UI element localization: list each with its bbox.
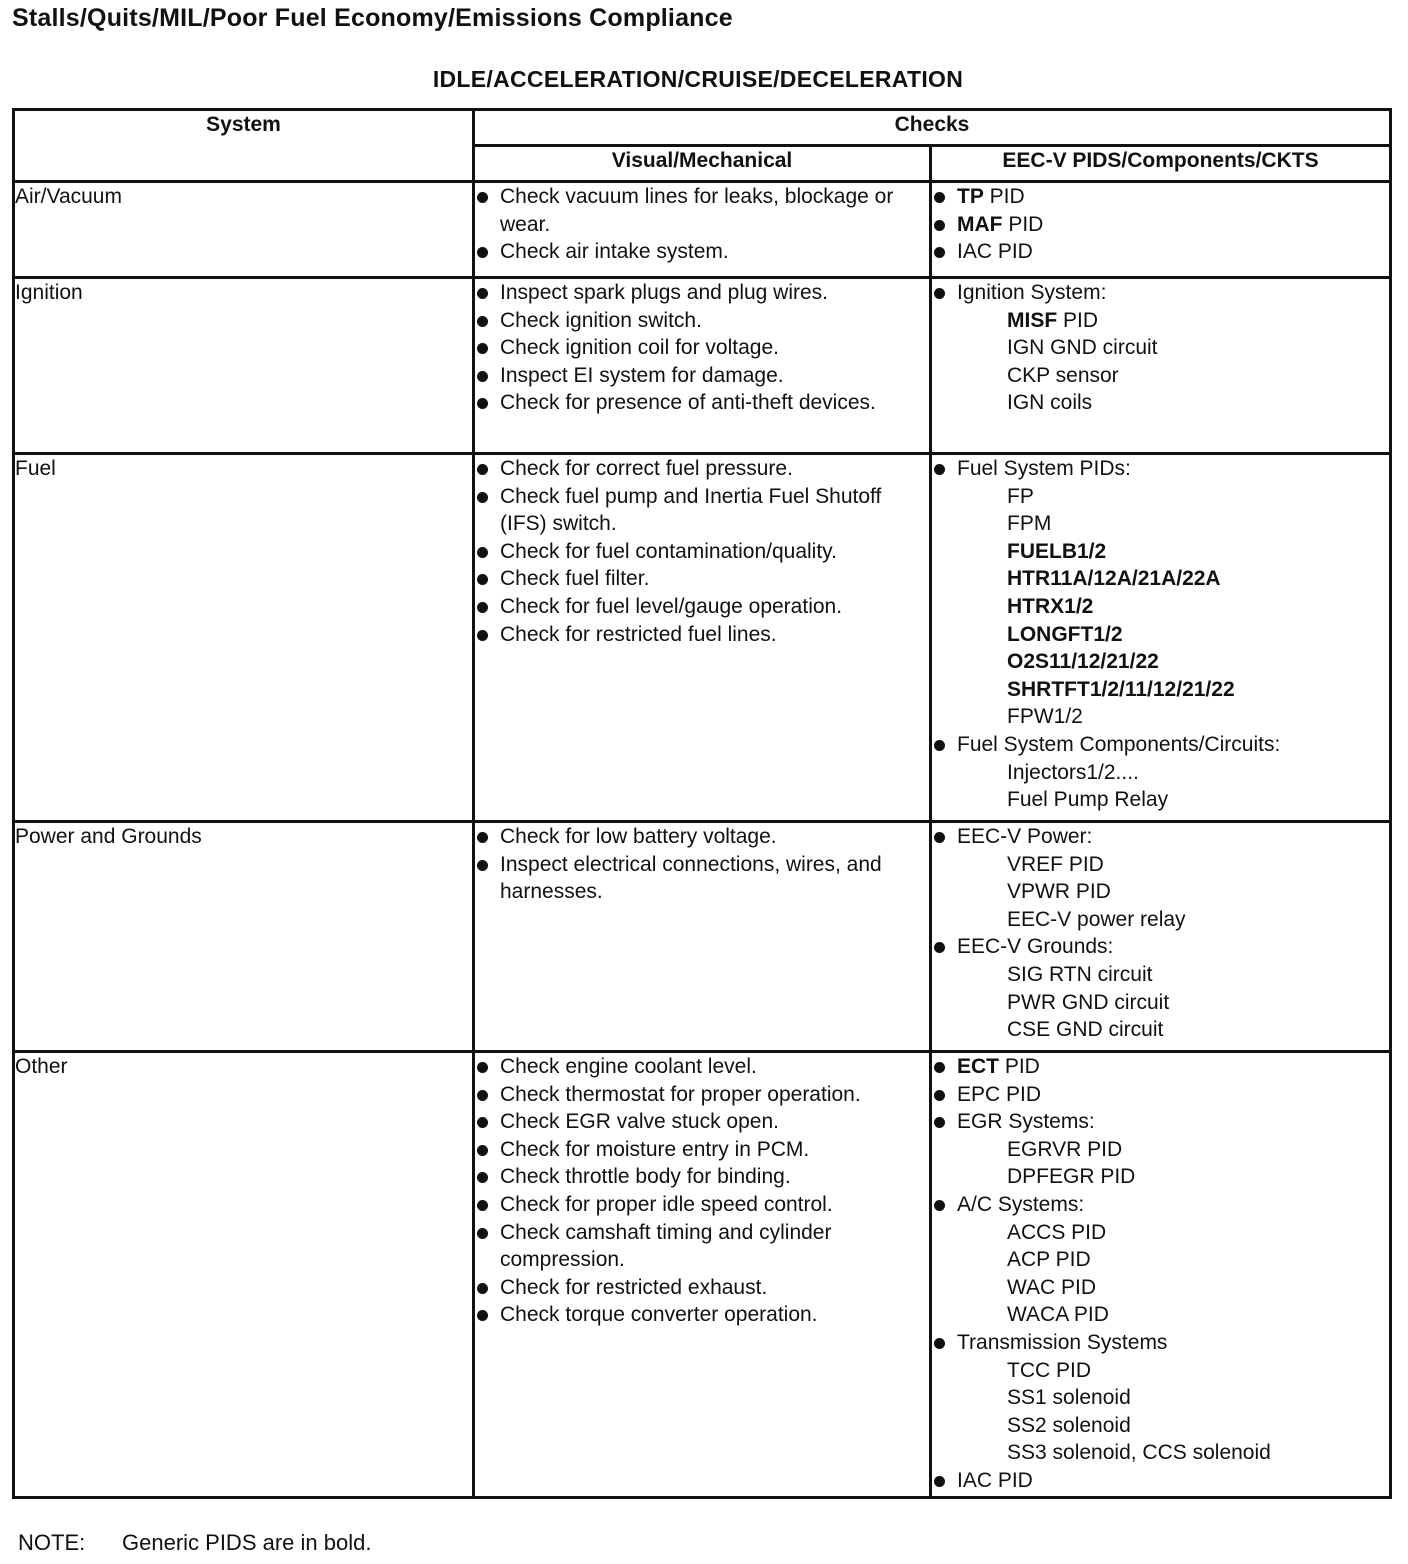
visual-check-item: Check ignition switch.: [475, 307, 929, 335]
eec-checks-cell: [931, 182, 1391, 278]
eec-sub-item: [957, 593, 1389, 621]
system-cell: [14, 822, 474, 1052]
eec-check-item: [932, 1467, 1389, 1495]
visual-check-item: Inspect spark plugs and plug wires.: [475, 279, 929, 307]
eec-group-label: A/C Systems:: [957, 1192, 1085, 1216]
table-row: [14, 822, 1391, 1052]
pid-text: IAC PID: [957, 240, 1033, 264]
pid-name: WAC PID: [1007, 1275, 1097, 1299]
visual-checks-cell: [474, 1052, 931, 1498]
visual-check-item: Check fuel pump and Inertia Fuel Shutoff (IFS) switch.: [475, 483, 929, 538]
eec-sub-item: [957, 648, 1389, 676]
pid-name: SIG RTN circuit: [1007, 962, 1153, 986]
eec-group-label: Fuel System PIDs:: [957, 457, 1131, 480]
eec-sub-item: [957, 878, 1389, 906]
eec-sub-item: [957, 1412, 1389, 1440]
pid-text: PID: [999, 1055, 1040, 1078]
eec-group-label: Transmission Systems: [957, 1330, 1168, 1354]
eec-check-item: [932, 455, 1389, 731]
eec-check-item: [932, 238, 1389, 266]
eec-group-label: EGR Systems:: [957, 1110, 1095, 1134]
pid-name: VREF PID: [1007, 852, 1104, 876]
visual-check-item: Check for moisture entry in PCM.: [475, 1136, 929, 1164]
visual-check-item: Inspect EI system for damage.: [475, 362, 929, 390]
visual-check-item: Check thermostat for proper operation.: [475, 1081, 929, 1109]
visual-check-item: Check air intake system.: [475, 238, 929, 266]
eec-sub-item: [957, 1274, 1389, 1302]
pid-name: FP: [1007, 484, 1034, 508]
visual-check-item: Check ignition coil for voltage.: [475, 334, 929, 362]
eec-sub-item: [957, 851, 1389, 879]
visual-check-item: Check vacuum lines for leaks, blockage or wear.: [475, 183, 929, 238]
eec-check-item: [932, 933, 1389, 1043]
visual-check-item: Check for correct fuel pressure.: [475, 455, 929, 483]
pid-name: Fuel Pump Relay: [1007, 788, 1169, 812]
note-text: Generic PIDS are in bold.: [122, 1530, 372, 1555]
pid-text: PID: [983, 185, 1025, 208]
eec-check-item: [932, 731, 1389, 814]
eec-sub-item: [957, 362, 1389, 390]
eec-sub-item: [957, 1219, 1389, 1247]
table-row: [14, 182, 1391, 278]
pid-name: FPW1/2: [1007, 705, 1083, 729]
note-label: NOTE:: [18, 1530, 86, 1555]
visual-checks-list: [475, 455, 929, 648]
pid-name: CKP sensor: [1007, 363, 1119, 387]
visual-column-header: Visual/Mechanical: [474, 146, 931, 182]
table-body: [14, 182, 1391, 1498]
eec-sub-item: [957, 389, 1389, 417]
eec-sub-item: [957, 1163, 1389, 1191]
eec-checks-list: [932, 1053, 1389, 1495]
eec-check-item: [932, 1081, 1389, 1109]
table-row: [14, 278, 1391, 454]
visual-check-item: Check fuel filter.: [475, 565, 929, 593]
pid-text: EPC PID: [957, 1082, 1042, 1106]
eec-sub-item: [957, 307, 1389, 335]
system-name: Power and Grounds: [15, 825, 202, 848]
pid-text: PID: [1002, 212, 1044, 236]
visual-check-item: Check for restricted exhaust.: [475, 1274, 929, 1302]
eec-sub-item: [957, 1301, 1389, 1329]
eec-checks-cell: [931, 454, 1391, 822]
pid-name: HTR11A/12A/21A/22A: [1007, 567, 1221, 591]
pid-text: IAC PID: [957, 1468, 1033, 1492]
eec-check-item: [932, 1053, 1389, 1081]
visual-checks-list: [475, 823, 929, 906]
eec-sub-item: [957, 676, 1389, 704]
eec-check-item: [932, 279, 1389, 417]
generic-pid-name: TP: [957, 185, 984, 208]
visual-check-item: Check engine coolant level.: [475, 1053, 929, 1081]
system-name: Air/Vacuum: [15, 185, 122, 208]
visual-checks-cell: [474, 182, 931, 278]
eec-sub-item: [957, 703, 1389, 731]
eec-group-label: Fuel System Components/Circuits:: [957, 732, 1281, 756]
visual-checks-cell: [474, 278, 931, 454]
system-cell: [14, 278, 474, 454]
system-cell: [14, 1052, 474, 1498]
pid-name: WACA PID: [1007, 1303, 1109, 1327]
eec-sub-item: [957, 1439, 1389, 1467]
eec-group-label: EEC-V Power:: [957, 825, 1093, 848]
visual-check-item: Check EGR valve stuck open.: [475, 1108, 929, 1136]
pid-name: ACP PID: [1007, 1248, 1091, 1272]
visual-check-item: Check torque converter operation.: [475, 1301, 929, 1329]
eec-checks-list: [932, 823, 1389, 1044]
system-column-header: System: [14, 110, 474, 182]
eec-sub-item: [957, 1246, 1389, 1274]
diagnostic-table: [12, 108, 1392, 1499]
visual-checks-list: [475, 279, 929, 417]
pid-name: CSE GND circuit: [1007, 1018, 1164, 1042]
visual-check-item: Check throttle body for binding.: [475, 1163, 929, 1191]
eec-sub-item: [957, 510, 1389, 538]
eec-check-item: [932, 211, 1389, 239]
visual-check-item: Check for fuel level/gauge operation.: [475, 593, 929, 621]
footnote: [18, 1530, 371, 1556]
eec-sub-item: [957, 1136, 1389, 1164]
pid-name: PWR GND circuit: [1007, 990, 1170, 1014]
eec-checks-cell: [931, 1052, 1391, 1498]
visual-check-item: Check for presence of anti-theft devices.: [475, 389, 929, 417]
eec-check-item: [932, 1191, 1389, 1329]
visual-check-item: Check for fuel contamination/quality.: [475, 538, 929, 566]
eec-checks-list: [932, 279, 1389, 417]
visual-check-item: Check camshaft timing and cylinder compression.: [475, 1219, 929, 1274]
eec-checks-list: [932, 455, 1389, 814]
eec-sub-item: [957, 989, 1389, 1017]
generic-pid-name: MAF: [957, 212, 1003, 236]
pid-name: EEC-V power relay: [1007, 907, 1186, 931]
system-name: Ignition: [15, 281, 83, 304]
pid-name: IGN GND circuit: [1007, 336, 1158, 360]
pid-name: MISF: [1007, 308, 1058, 332]
eec-sub-item: [957, 483, 1389, 511]
pid-name: Injectors1/2....: [1007, 760, 1139, 784]
checks-column-header: Checks: [474, 110, 1391, 146]
eec-sub-item: [957, 906, 1389, 934]
eec-sub-item: [957, 538, 1389, 566]
system-cell: [14, 182, 474, 278]
pid-name: EGRVR PID: [1007, 1137, 1123, 1161]
pid-name: TCC PID: [1007, 1358, 1091, 1382]
pid-name: SS3 solenoid, CCS solenoid: [1007, 1441, 1271, 1465]
eec-check-item: [932, 823, 1389, 933]
visual-checks-list: [475, 1053, 929, 1329]
eec-group-label: Ignition System:: [957, 281, 1107, 304]
table-row: [14, 1052, 1391, 1498]
visual-check-item: Check for low battery voltage.: [475, 823, 929, 851]
eec-check-item: [932, 1108, 1389, 1191]
eec-checks-list: [932, 183, 1389, 266]
eec-check-item: [932, 183, 1389, 211]
eec-sub-item: [957, 1016, 1389, 1044]
visual-checks-cell: [474, 822, 931, 1052]
eec-sub-item: [957, 565, 1389, 593]
eec-sub-item: [957, 621, 1389, 649]
table-row: [14, 454, 1391, 822]
eec-column-header: EEC-V PIDS/Components/CKTS: [931, 146, 1391, 182]
visual-check-item: Check for proper idle speed control.: [475, 1191, 929, 1219]
pid-name: VPWR PID: [1007, 880, 1111, 904]
page-subtitle: IDLE/ACCELERATION/CRUISE/DECELERATION: [432, 66, 964, 92]
eec-sub-item: [957, 334, 1389, 362]
pid-name: ACCS PID: [1007, 1220, 1107, 1244]
eec-group-label: EEC-V Grounds:: [957, 935, 1114, 959]
pid-name: LONGFT1/2: [1007, 622, 1123, 646]
pid-name: FUELB1/2: [1007, 539, 1107, 563]
pid-name: IGN coils: [1007, 391, 1093, 415]
eec-sub-item: [957, 759, 1389, 787]
pid-name: O2S11/12/21/22: [1007, 650, 1159, 674]
eec-checks-cell: [931, 278, 1391, 454]
generic-pid-name: ECT: [957, 1055, 999, 1078]
visual-checks-cell: [474, 454, 931, 822]
system-name: Fuel: [15, 457, 56, 480]
pid-name: SS1 solenoid: [1007, 1386, 1131, 1410]
system-cell: [14, 454, 474, 822]
visual-check-item: Check for restricted fuel lines.: [475, 621, 929, 649]
pid-name: SHRTFT1/2/11/12/21/22: [1007, 677, 1235, 701]
eec-sub-item: [957, 961, 1389, 989]
pid-name: DPFEGR PID: [1007, 1165, 1136, 1189]
pid-name: HTRX1/2: [1007, 594, 1094, 618]
eec-sub-item: [957, 1384, 1389, 1412]
page-title: Stalls/Quits/MIL/Poor Fuel Economy/Emissions Compliance: [12, 4, 733, 32]
eec-checks-cell: [931, 822, 1391, 1052]
visual-check-item: Inspect electrical connections, wires, and harnesses.: [475, 851, 929, 906]
eec-sub-item: [957, 786, 1389, 814]
eec-check-item: [932, 1329, 1389, 1467]
visual-checks-list: [475, 183, 929, 266]
system-name: Other: [15, 1055, 68, 1078]
pid-name: SS2 solenoid: [1007, 1413, 1131, 1437]
pid-name: FPM: [1007, 512, 1052, 536]
pid-suffix: PID: [1057, 308, 1099, 332]
eec-sub-item: [957, 1357, 1389, 1385]
